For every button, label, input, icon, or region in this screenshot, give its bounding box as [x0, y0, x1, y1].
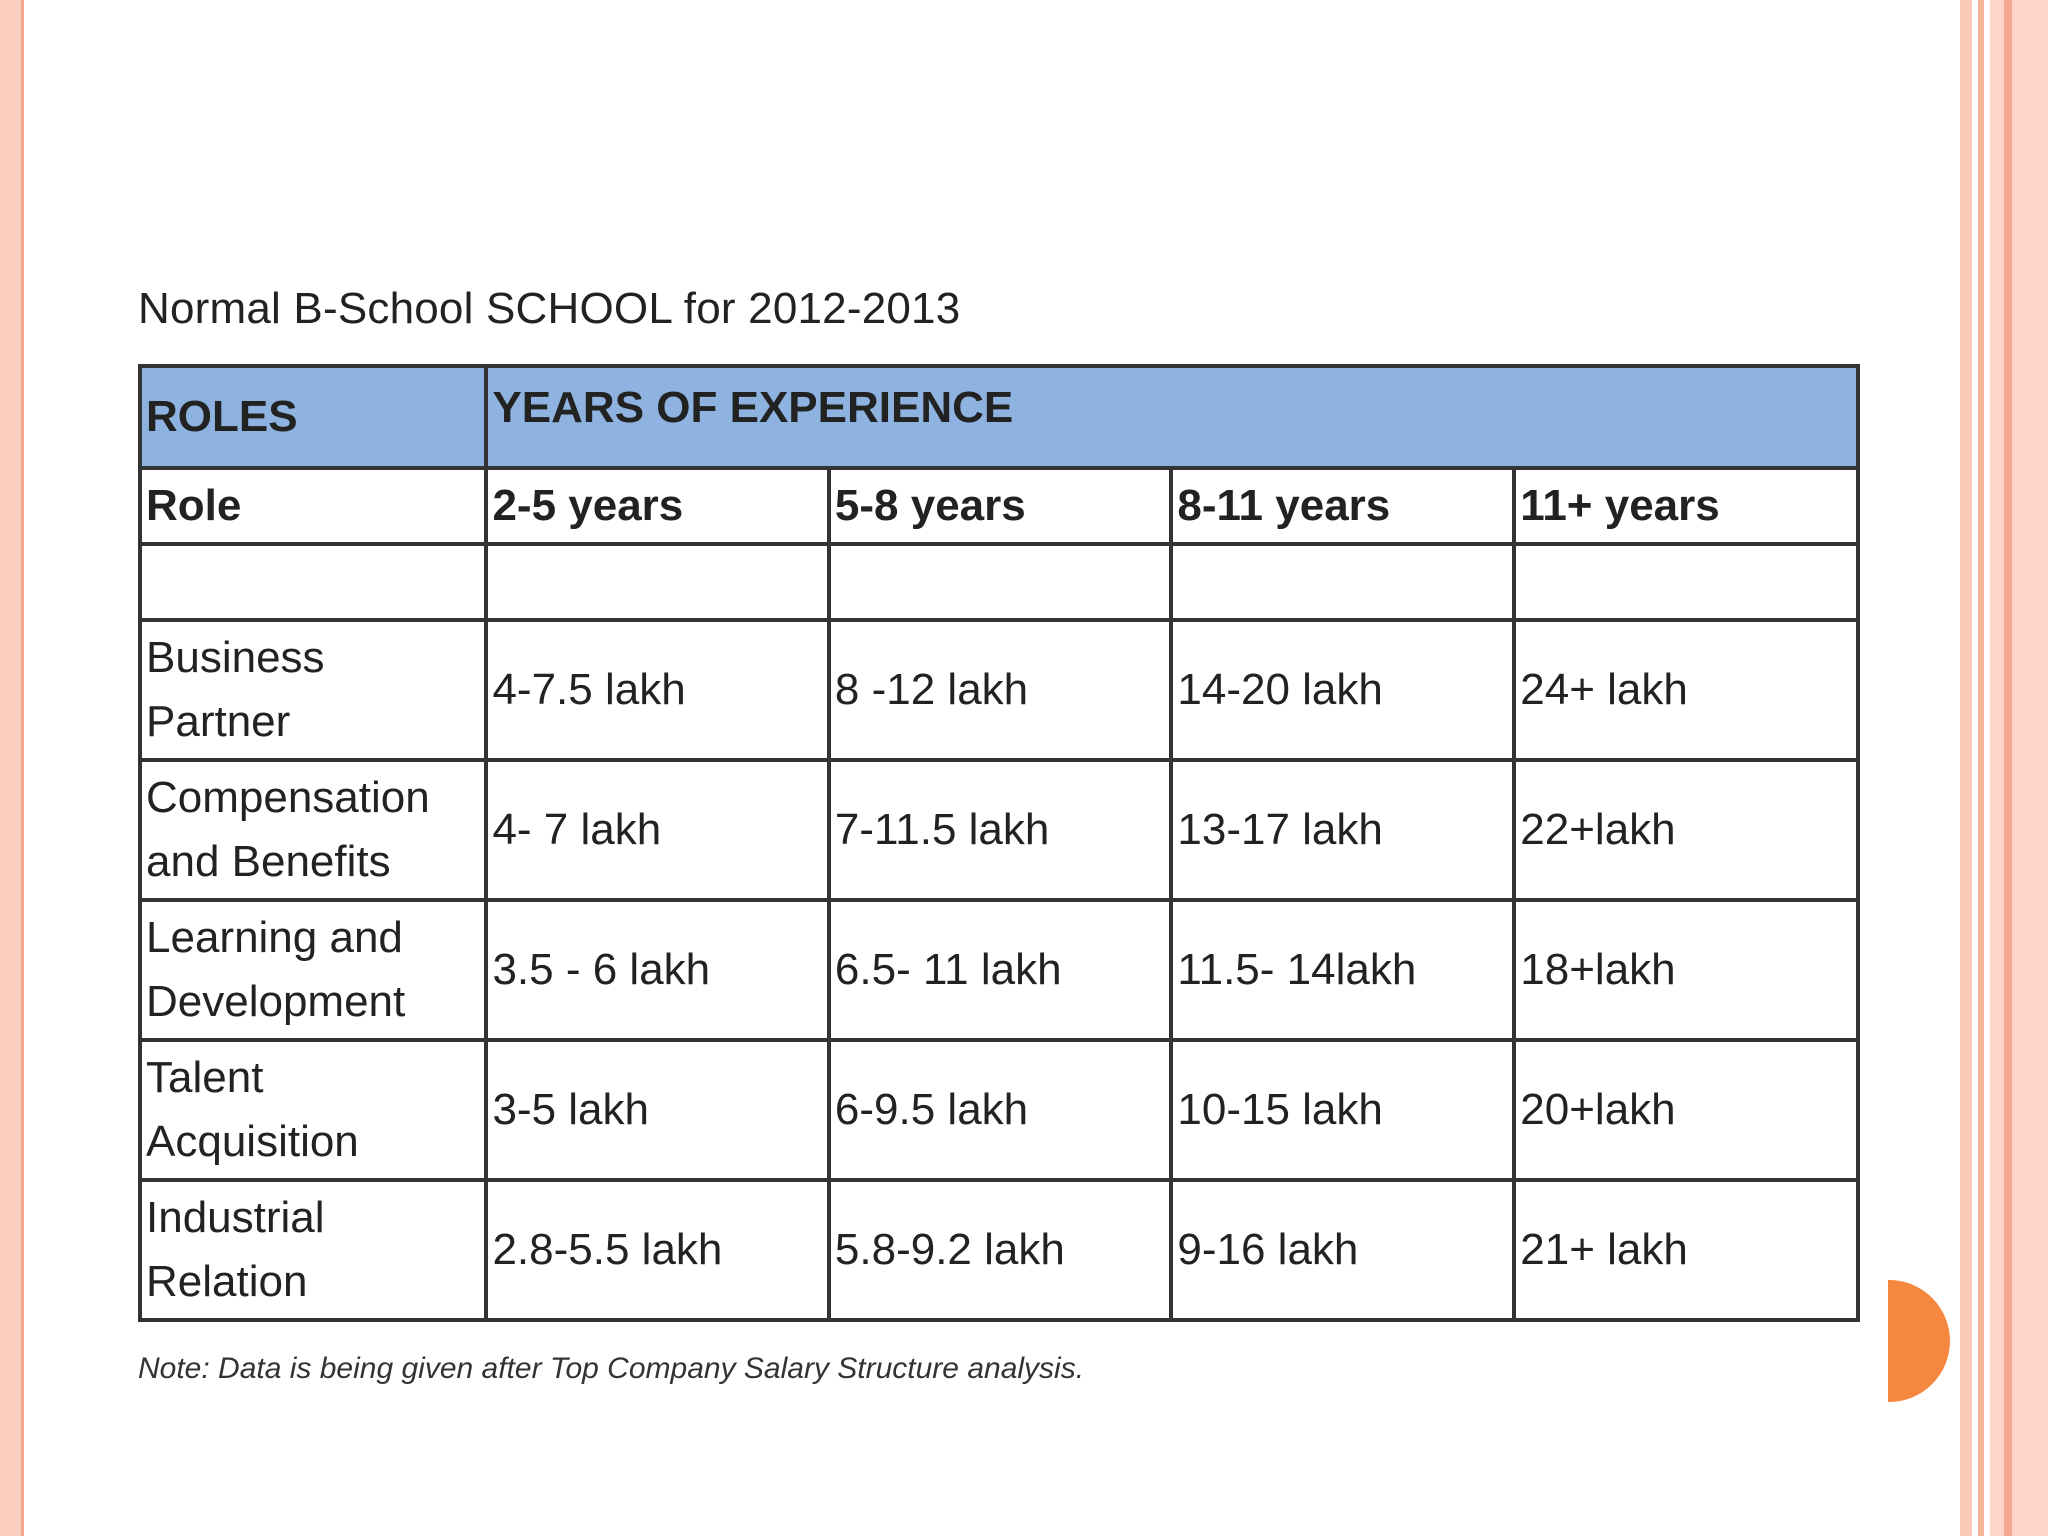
table-cell	[140, 544, 486, 620]
table-row	[140, 900, 1858, 1040]
salary-cell: 13-17 lakh	[1171, 760, 1514, 900]
right-stripe	[1960, 0, 1972, 1536]
table-column-header-row	[140, 468, 1858, 544]
salary-cell: 9-16 lakh	[1171, 1180, 1514, 1320]
salary-cell: 4-7.5 lakh	[486, 620, 828, 760]
right-decorative-stripes	[1960, 0, 2048, 1536]
table-note: Note: Data is being given after Top Company Salary Structure analysis.	[138, 1352, 1085, 1385]
salary-cell: 22+lakh	[1514, 760, 1858, 900]
column-header-2-5-years: 2-5 years	[486, 468, 828, 544]
table-cell	[1514, 544, 1858, 620]
table-row	[140, 620, 1858, 760]
salary-cell: 11.5- 14lakh	[1171, 900, 1514, 1040]
table-cell	[486, 544, 828, 620]
salary-cell: 24+ lakh	[1514, 620, 1858, 760]
left-decorative-bar	[0, 0, 24, 1536]
salary-cell: 14-20 lakh	[1171, 620, 1514, 760]
right-stripe	[1990, 0, 2048, 1536]
salary-cell: 18+lakh	[1514, 900, 1858, 1040]
salary-table	[138, 364, 1860, 1322]
salary-cell: 6-9.5 lakh	[829, 1040, 1171, 1180]
right-stripe	[2004, 0, 2012, 1536]
salary-cell: 20+lakh	[1514, 1040, 1858, 1180]
salary-cell: 5.8-9.2 lakh	[829, 1180, 1171, 1320]
salary-cell: 3.5 - 6 lakh	[486, 900, 828, 1040]
salary-cell: 10-15 lakh	[1171, 1040, 1514, 1180]
table-row	[140, 760, 1858, 900]
salary-cell: 21+ lakh	[1514, 1180, 1858, 1320]
role-name-cell: Talent Acquisition	[140, 1040, 486, 1180]
table-group-header-row	[140, 366, 1858, 468]
role-name-cell: Compensation and Benefits	[140, 760, 486, 900]
salary-cell: 3-5 lakh	[486, 1040, 828, 1180]
table-row	[140, 1040, 1858, 1180]
table-row	[140, 1180, 1858, 1320]
years-of-experience-header: YEARS OF EXPERIENCE	[486, 366, 1858, 468]
table-title: Normal B-School SCHOOL for 2012-2013	[138, 284, 961, 333]
role-name-cell: Business Partner	[140, 620, 486, 760]
column-header-5-8-years: 5-8 years	[829, 468, 1171, 544]
right-stripe	[1978, 0, 1984, 1536]
column-header-role: Role	[140, 468, 486, 544]
role-name-cell: Industrial Relation	[140, 1180, 486, 1320]
salary-cell: 4- 7 lakh	[486, 760, 828, 900]
table-cell	[1171, 544, 1514, 620]
column-header-8-11-years: 8-11 years	[1171, 468, 1514, 544]
table-blank-row	[140, 544, 1858, 620]
salary-cell: 7-11.5 lakh	[829, 760, 1171, 900]
column-header-11-plus-years: 11+ years	[1514, 468, 1858, 544]
role-name-cell: Learning and Development	[140, 900, 486, 1040]
salary-cell: 2.8-5.5 lakh	[486, 1180, 828, 1320]
table-cell	[829, 544, 1171, 620]
roles-header: ROLES	[140, 366, 486, 468]
salary-cell: 8 -12 lakh	[829, 620, 1171, 760]
salary-cell: 6.5- 11 lakh	[829, 900, 1171, 1040]
